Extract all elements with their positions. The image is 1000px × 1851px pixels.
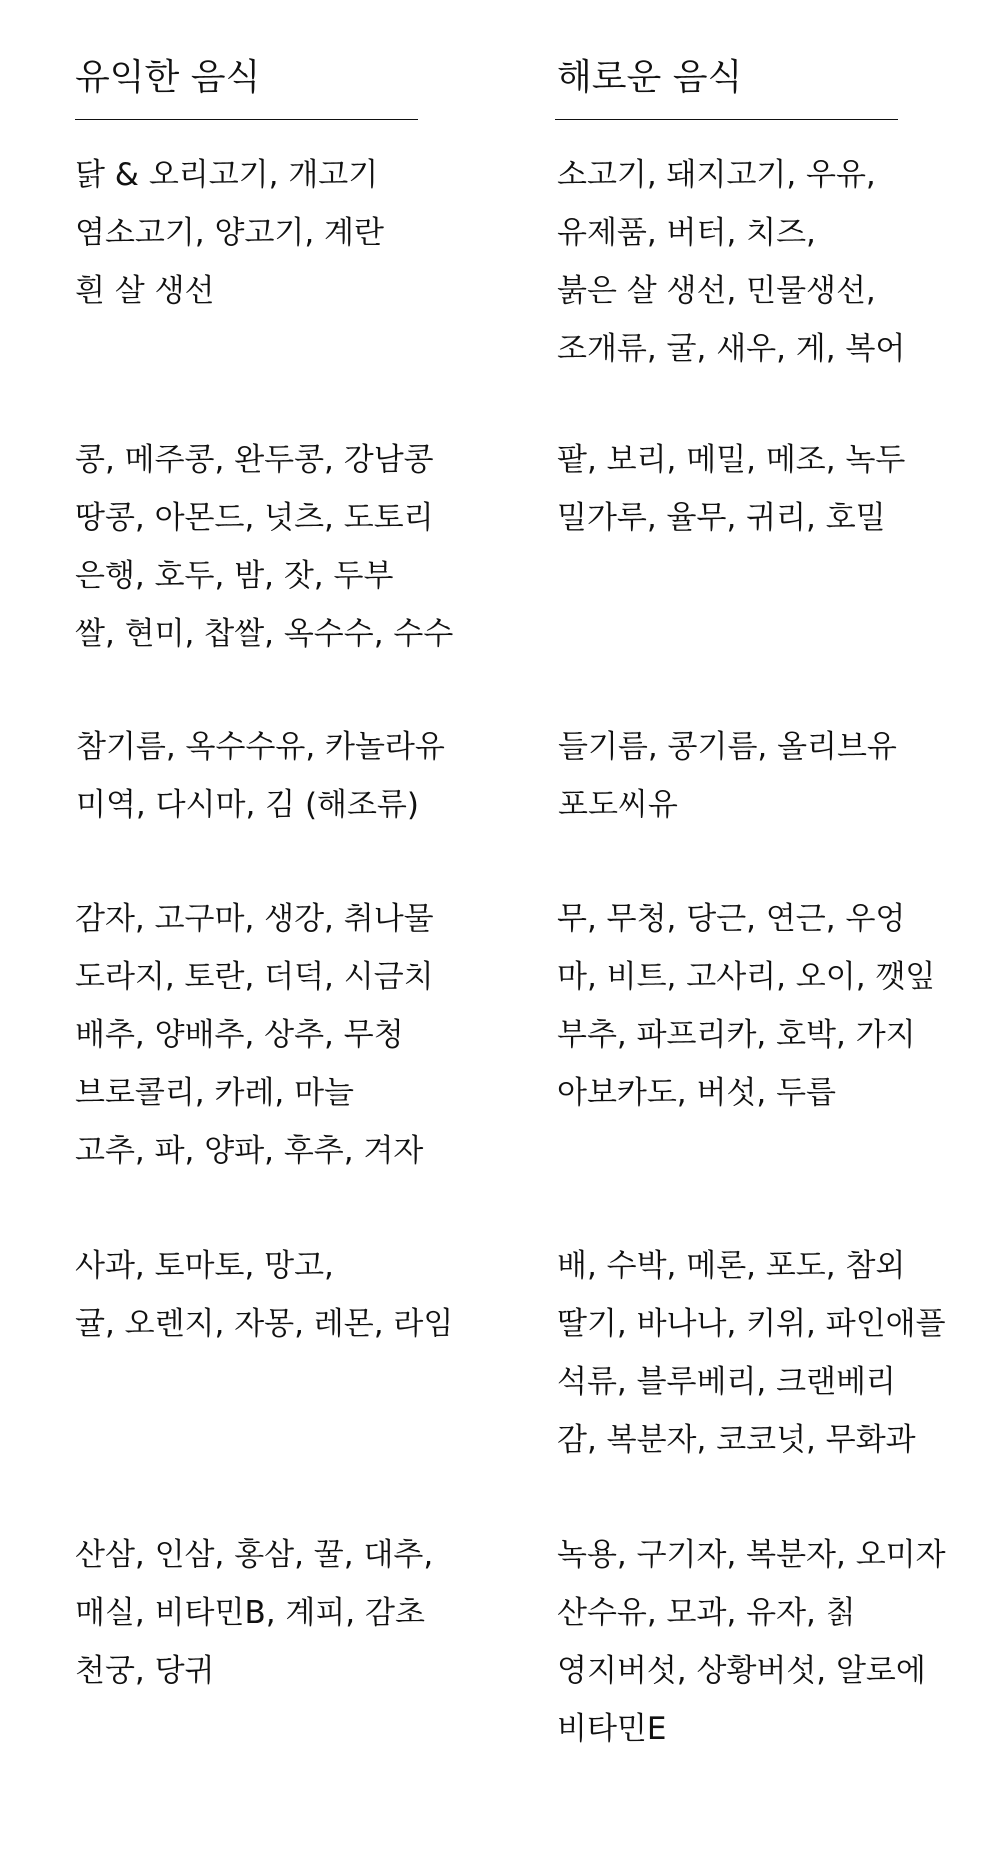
- harmful-group-grains: [557, 431, 957, 547]
- harmful-heading-divider: [555, 119, 898, 120]
- harmful-group-oils: [557, 718, 958, 834]
- food-line: 유제품, 버터, 치즈,: [557, 215, 816, 251]
- food-line: 산수유, 모과, 유자, 칡: [557, 1595, 856, 1631]
- food-line: 참기름, 옥수수유, 카놀라유: [76, 729, 445, 765]
- food-line: 조개류, 굴, 새우, 게, 복어: [557, 331, 906, 367]
- beneficial-group-beans-grains: [75, 431, 475, 663]
- food-line: 녹용, 구기자, 복분자, 오미자: [557, 1537, 946, 1573]
- food-line: 쌀, 현미, 찹쌀, 옥수수, 수수: [75, 616, 454, 652]
- food-line: 부추, 파프리카, 호박, 가지: [557, 1017, 916, 1053]
- food-line: 브로콜리, 카레, 마늘: [75, 1075, 354, 1111]
- beneficial-group-meat-fish: [75, 146, 475, 320]
- food-line: 매실, 비타민B, 계피, 감초: [75, 1595, 425, 1631]
- food-line: 마, 비트, 고사리, 오이, 깻잎: [557, 959, 936, 995]
- food-line: 흰 살 생선: [75, 273, 215, 309]
- food-line: 감, 복분자, 코코넛, 무화과: [557, 1422, 916, 1458]
- food-line: 닭 & 오리고기, 개고기: [75, 157, 379, 193]
- beneficial-heading-divider: [75, 119, 418, 120]
- beneficial-group-vegetables: [75, 890, 475, 1180]
- food-line: 소고기, 돼지고기, 우유,: [557, 157, 876, 193]
- harmful-group-vegetables: [557, 890, 957, 1122]
- food-line: 밀가루, 율무, 귀리, 호밀: [557, 500, 886, 536]
- food-line: 배, 수박, 메론, 포도, 참외: [557, 1248, 906, 1284]
- harmful-group-herbal: [557, 1526, 957, 1758]
- food-line: 은행, 호두, 밤, 잣, 두부: [75, 558, 394, 594]
- food-line: 천궁, 당귀: [75, 1653, 215, 1689]
- beneficial-group-fruits: [75, 1237, 475, 1353]
- food-line: 석류, 블루베리, 크랜베리: [557, 1364, 896, 1400]
- food-line: 아보카도, 버섯, 두릅: [557, 1075, 836, 1111]
- food-line: 미역, 다시마, 김 (해조류): [76, 787, 419, 823]
- food-line: 콩, 메주콩, 완두콩, 강남콩: [75, 442, 434, 478]
- harmful-group-fruits: [557, 1237, 957, 1469]
- food-line: 귤, 오렌지, 자몽, 레몬, 라임: [75, 1306, 454, 1342]
- beneficial-group-herbal: [75, 1526, 475, 1700]
- food-line: 팥, 보리, 메밀, 메조, 녹두: [557, 442, 906, 478]
- beneficial-group-oils-seaweed: [75, 718, 476, 834]
- food-line: 포도씨유: [558, 787, 678, 823]
- food-line: 고추, 파, 양파, 후추, 겨자: [75, 1133, 424, 1169]
- harmful-foods-heading: 해로운 음식: [557, 57, 743, 98]
- food-line: 무, 무청, 당근, 연근, 우엉: [557, 901, 906, 937]
- harmful-group-meat-dairy: [557, 146, 957, 378]
- food-line: 붉은 살 생선, 민물생선,: [557, 273, 876, 309]
- beneficial-foods-heading: 유익한 음식: [75, 57, 261, 98]
- food-line: 감자, 고구마, 생강, 취나물: [75, 901, 434, 937]
- food-line: 염소고기, 양고기, 계란: [75, 215, 384, 251]
- food-line: 배추, 양배추, 상추, 무청: [75, 1017, 404, 1053]
- food-line: 산삼, 인삼, 홍삼, 꿀, 대추,: [75, 1537, 434, 1573]
- food-line: 딸기, 바나나, 키위, 파인애플: [557, 1306, 946, 1342]
- food-line: 도라지, 토란, 더덕, 시금치: [75, 959, 434, 995]
- food-line: 영지버섯, 상황버섯, 알로에: [557, 1653, 926, 1689]
- food-line: 땅콩, 아몬드, 넛츠, 도토리: [75, 500, 434, 536]
- food-line: 들기름, 콩기름, 올리브유: [558, 729, 897, 765]
- food-line: 사과, 토마토, 망고,: [75, 1248, 334, 1284]
- food-line: 비타민E: [557, 1711, 667, 1747]
